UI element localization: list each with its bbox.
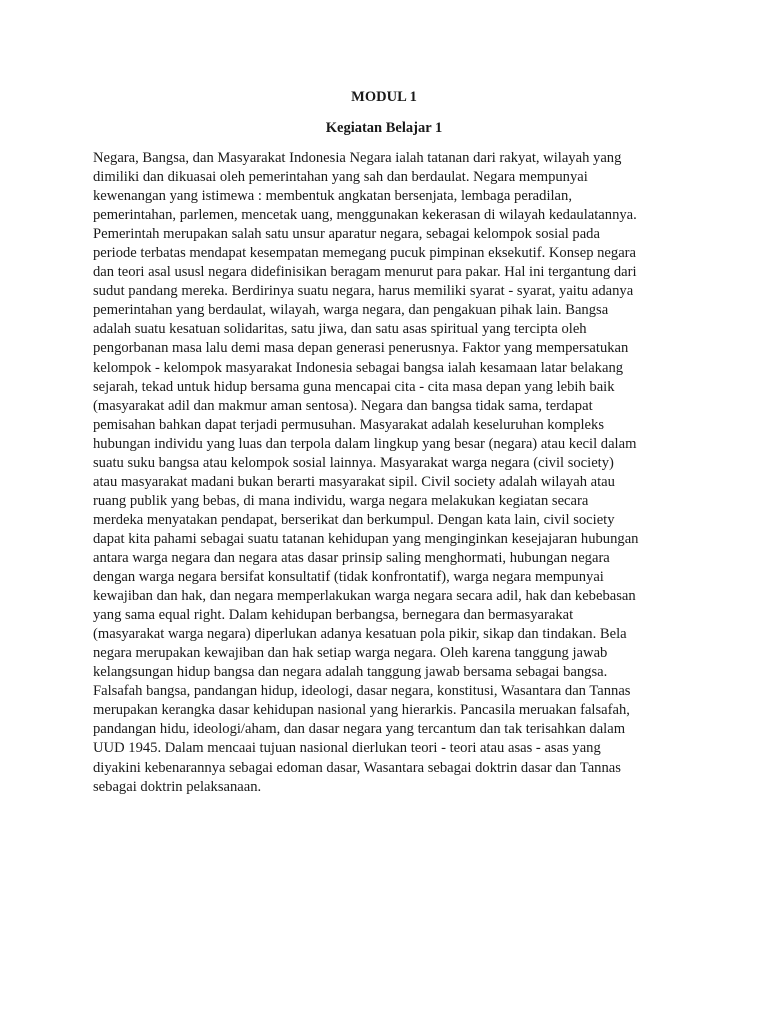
paragraph-line: sudut pandang mereka. Berdirinya suatu negara, harus memiliki syarat - syarat, yaitu adanya: [93, 283, 634, 300]
paragraph-line: yang sama equal right. Dalam kehidupan berbangsa, bernegara dan bermasyarakat: [93, 607, 574, 624]
paragraph-line: kewajiban dan hak, dan negara memperlakukan warga negara secara adil, hak dan kebebasan: [93, 588, 636, 605]
paragraph-line: (masyarakat adil dan makmur aman sentosa). Negara dan bangsa tidak sama, terdapat: [93, 397, 593, 414]
paragraph-line: atau masyarakat madani bukan berarti masyarakat sipil. Civil society adalah wilayah atau: [93, 473, 615, 490]
paragraph-line: Negara, Bangsa, dan Masyarakat Indonesia Negara ialah tatanan dari rakyat, wilayah yang: [93, 150, 622, 166]
paragraph-line: dimiliki dan dikuasai oleh pemerintahan yang sah dan berdaulat. Negara mempunyai: [93, 169, 588, 186]
paragraph-line: kelompok - kelompok masyarakat Indonesia sebagai bangsa ialah kesamaan latar belakang: [93, 359, 624, 376]
paragraph-line: dengan warga negara bersifat konsultatif (tidak konfrontatif), warga negara mempunyai: [93, 569, 604, 586]
paragraph-line: suatu suku bangsa atau kelompok sosial lainnya. Masyarakat warga negara (civil society): [93, 454, 614, 471]
page-title: MODUL 1: [351, 89, 417, 105]
paragraph-line: negara merupakan kewajiban dan hak setiap warga negara. Oleh karena tanggung jawab: [93, 645, 608, 662]
paragraph-line: Falsafah bangsa, pandangan hidup, ideologi, dasar negara, konstitusi, Wasantara dan Tannas: [93, 683, 631, 700]
page-subtitle: Kegiatan Belajar 1: [325, 120, 443, 136]
paragraph-line: sejarah, tekad untuk hidup bersama guna mencapai cita - cita masa depan yang lebih baik: [93, 378, 615, 395]
body-paragraph: [93, 149, 683, 797]
paragraph-line: pemerintahan, parlemen, mencetak uang, menggunakan kekerasan di wilayah kedaulatannya.: [93, 207, 637, 224]
paragraph-line: pemerintahan yang berdaulat, wilayah, warga negara, dan pengakuan pihak lain. Bangsa: [93, 302, 609, 319]
paragraph-line: dan teori asal ususl negara didefinisikan beragam menurut para pakar. Hal ini tergantung dari: [93, 264, 637, 281]
paragraph-line: kelangsungan hidup bangsa dan negara adalah tanggung jawab bersama sebagai bangsa.: [93, 664, 608, 681]
paragraph-line: merdeka menyatakan pendapat, berserikat dan berkumpul. Dengan kata lain, civil society: [93, 511, 615, 528]
paragraph-line: antara warga negara dan negara atas dasar prinsip saling menghormati, hubungan negara: [93, 549, 610, 566]
paragraph-line: pengorbanan masa lalu demi masa depan generasi penerusnya. Faktor yang mempersatukan: [93, 340, 629, 357]
paragraph-line: (masyarakat warga negara) diperlukan adanya kesatuan pola pikir, sikap dan tindakan. Bela: [93, 626, 627, 643]
paragraph-line: periode terbatas mendapat kesempatan memegang pucuk pimpinan eksekutif. Konsep negara: [93, 245, 637, 262]
paragraph-line: dapat kita pahami sebagai suatu tatanan kehidupan yang menginginkan kesejajaran hubungan: [93, 530, 639, 547]
paragraph-line: diyakini kebenarannya sebagai edoman dasar, Wasantara sebagai doktrin dasar dan Tannas: [93, 759, 621, 776]
paragraph-line: Pemerintah merupakan salah satu unsur aparatur negara, sebagai kelompok sosial pada: [93, 226, 600, 243]
paragraph-line: sebagai doktrin pelaksanaan.: [93, 778, 262, 795]
paragraph-line: adalah suatu kesatuan solidaritas, satu jiwa, dan satu asas spiritual yang tercipta oleh: [93, 321, 587, 338]
paragraph-line: UUD 1945. Dalam mencaai tujuan nasional dierlukan teori - teori atau asas - asas yang: [93, 740, 601, 757]
paragraph-line: kewenangan yang istimewa : membentuk angkatan bersenjata, lembaga peradilan,: [93, 188, 572, 205]
paragraph-line: ruang publik yang bebas, di mana individu, warga negara melakukan kegiatan secara: [93, 492, 589, 509]
paragraph-line: merupakan kerangka dasar kehidupan nasional yang hierarkis. Pancasila meruakan falsafah,: [93, 702, 630, 719]
paragraph-line: pandangan hidu, ideologi/aham, dan dasar negara yang tercantum dan tak terisahkan dalam: [93, 721, 626, 738]
paragraph-line: pemisahan bahkan dapat terjadi permusuhan. Masyarakat adalah keseluruhan kompleks: [93, 416, 605, 433]
paragraph-line: hubungan individu yang luas dan terpola dalam lingkup yang besar (negara) atau kecil dalam: [93, 435, 637, 452]
